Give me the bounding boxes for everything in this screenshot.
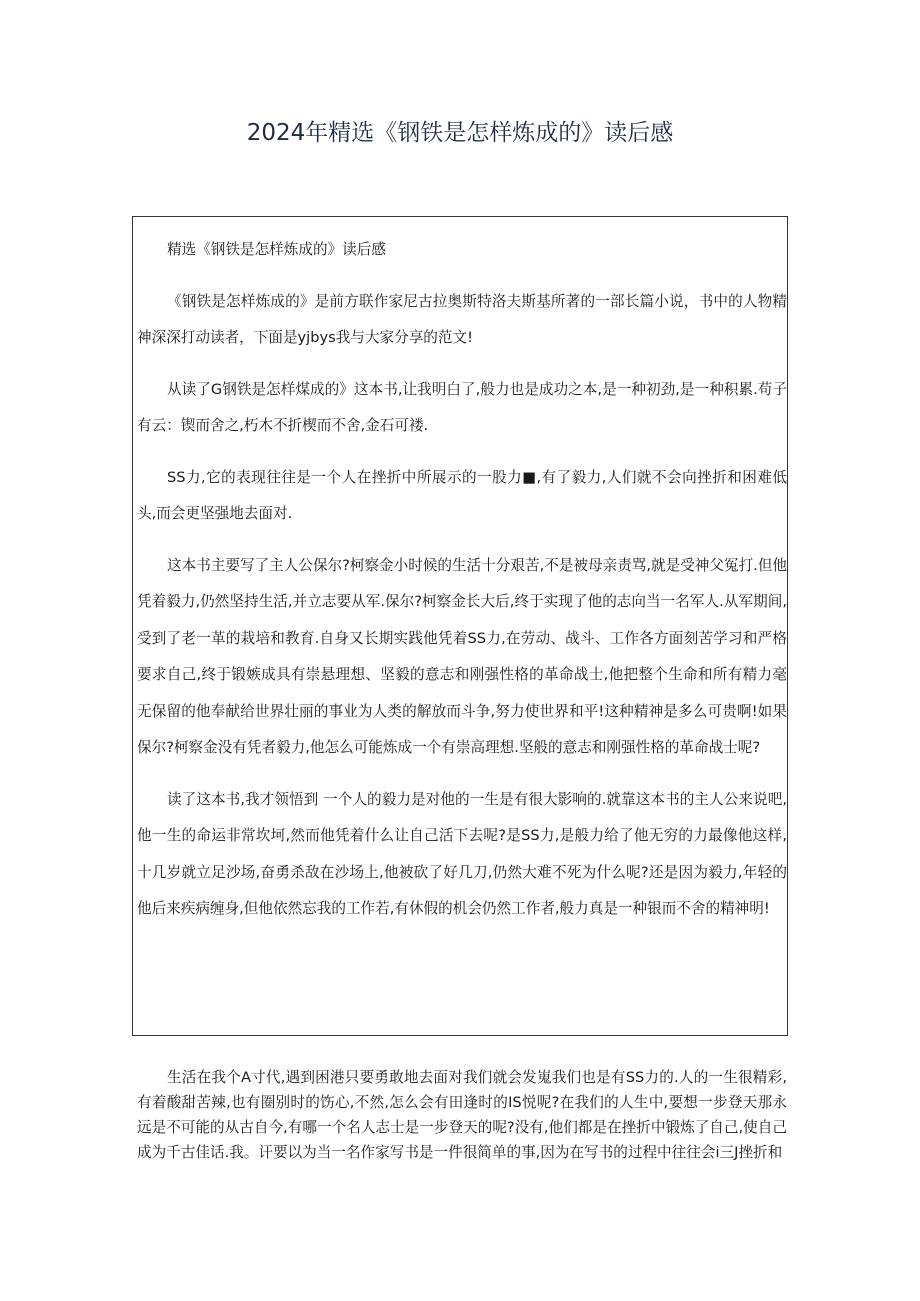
body-paragraph-life: 生活在我个A寸代,遇到困港只要勇敢地去面对我们就会发嵬我们也是有SS力的.人的一生很精彩,有着酸甜苦辣,也有圈别时的饬心,不然,怎么会有田逢时的IS悦呢?在我们的人生中,要想一步登天那永远是不可能的从古自今,有哪一个名人志士是一步登天的呢?没有,他们都是在挫折中锻炼了自己,使自己成为千古佳话.我。讦要以为当一名作家写书是一件很简单的事,因为在写书的过程中往往会i三J挫折和 — [137, 1069, 787, 1161]
box-paragraph-perseverance: SS力,它的表现往往是一个人在挫折中所展示的一股力■,有了毅力,人们就不会向挫折和困难低头,而会更坚强地去面对. — [137, 468, 787, 522]
box-paragraph-reading: 从读了G钢铁是怎样煤成的》这本书,让我明白了,般力也是成功之本,是一种初劲,是一种积累.苟子有云：锲而舍之,朽木不折楔而不舍,金石可褛. — [137, 380, 787, 434]
bordered-box-content — [137, 232, 787, 928]
document-title: 2024年精选《钢铁是怎样炼成的》读后感 — [246, 120, 674, 146]
box-paragraph-reflection: 读了这本书,我才领悟到 一个人的毅力是对他的一生是有很大影响的.就靠这本书的主人公来说吧,他一生的命运非常坎坷,然而他凭着什么让自己活下去呢?是SS力,是般力给了他无穷的力最像他这样,十几岁就立足沙场,奋勇杀敌在沙场上,他被砍了好几刀,仍然大难不死为什么呢?还是因为毅力,年轻的他后来疾病缠身,但他依然忘我的工作若,有休假的机会仍然工作者,般力真是一种银而不舍的精神明! — [137, 790, 787, 917]
box-paragraph-intro: 《钢铁是怎样炼成的》是前方联作家尼古拉奥斯特洛夫斯基所著的一部长篇小说，书中的人物精神深深打动读者，下面是yjbys我与大家分享的范文! — [137, 292, 787, 346]
box-paragraph-subtitle: 精选《钢铁是怎样炼成的》读后感 — [167, 241, 386, 258]
box-paragraph-story: 这本书主要写了主人公保尔?柯察金小时候的生活十分艰苦,不是被母亲责骂,就是受神父冤打.但他凭着毅力,仍然坚持生活,并立志要从军.保尔?柯察金长大后,终于实现了他的志向当一名军人.从军期间,受到了老一革的栽培和教育.自身又长期实践他凭着SS力,在劳动、战斗、工作各方面刻苦学习和严格要求自己,终于锻嫉成具有崇悬理想、坚毅的意志和刚强性格的革命战士,他把整个生命和所有精力毫无保留的他奉献给世界壮丽的事业为人类的解放而斗争,努力使世界和平!这种精神是多么可贵啊!如果保尔?柯察金没有凭者毅力,他怎么可能炼成一个有崇高理想.坚般的意志和刚强性格的革命战士呢? — [137, 556, 788, 756]
body-text — [137, 1065, 787, 1165]
